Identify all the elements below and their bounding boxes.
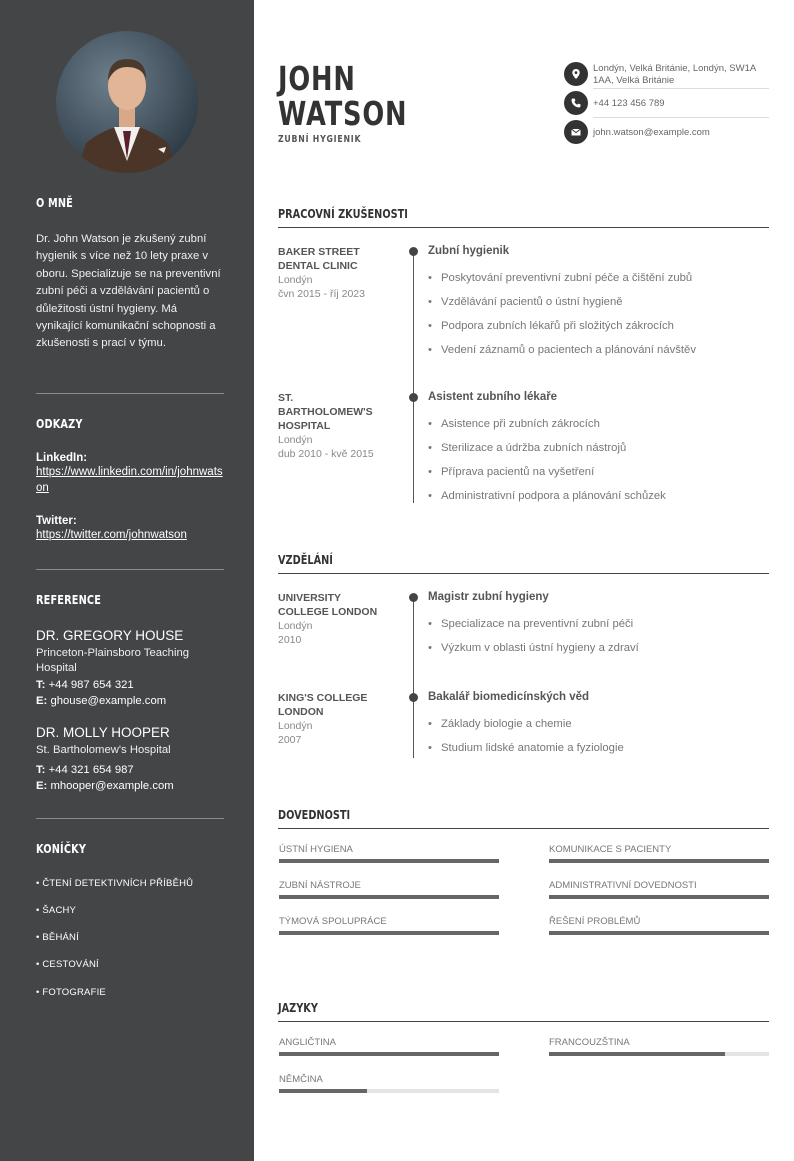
linkedin-url[interactable]: https://www.linkedin.com/in/johnwatson (36, 466, 223, 494)
skill-item (549, 880, 769, 899)
education-degree: Bakalář biomedicínských věd (428, 691, 590, 703)
skill-label: TÝMOVÁ SPOLUPRÁCE (279, 916, 387, 927)
org-dates: 2010 (278, 634, 302, 646)
skill-bar-fill (549, 895, 769, 899)
skill-label: ŘEŠENÍ PROBLÉMŮ (549, 916, 641, 927)
phone-value: +44 321 654 987 (48, 763, 134, 776)
hobby-item: • CESTOVÁNÍ (36, 959, 99, 970)
reference-org: Princeton-Plainsboro Teaching Hospital (36, 647, 190, 674)
reference-org: St. Bartholomew's Hospital (36, 744, 171, 756)
email-value: mhooper@example.com (50, 779, 174, 792)
skill-bar (279, 859, 499, 863)
skill-bar (279, 895, 499, 899)
phone-label: T: (36, 763, 46, 776)
section-rule (278, 573, 769, 574)
skill-item (279, 844, 499, 863)
section-rule (278, 227, 769, 228)
org-name: KING'S COLLEGE LONDON (278, 692, 368, 718)
contact-divider (593, 88, 769, 89)
skill-bar (549, 931, 769, 935)
skill-bar-fill (549, 931, 769, 935)
org-place: Londýn (278, 720, 313, 732)
list-item: • Specializace na preventivní zubní péči (428, 617, 639, 641)
location-pin-icon (564, 62, 588, 86)
email-icon (564, 120, 588, 144)
education-timeline (413, 598, 414, 758)
experience-timeline (413, 252, 414, 503)
language-label: NĚMČINA (279, 1074, 323, 1085)
about-text: Dr. John Watson je zkušený zubní hygienik s více než 10 lety praxe v oboru. Specializuje se na preventivní zubní péči a vzdělávání pacientů o důležitosti ústní hygieny. Má vynikající komunikační schopnosti a zkušenosti s prací v týmu. (36, 233, 221, 350)
sidebar-divider (36, 393, 224, 394)
experience-org (278, 245, 388, 302)
reference-email (36, 778, 224, 794)
phone-value: +44 987 654 321 (48, 679, 134, 691)
org-dates: dub 2010 - kvě 2015 (278, 448, 374, 460)
skill-label: KOMUNIKACE S PACIENTY (549, 844, 672, 855)
experience-bullets (428, 417, 666, 513)
skill-bar (549, 859, 769, 863)
timeline-dot (409, 247, 418, 256)
link-twitter (36, 515, 224, 543)
hobby-item: • ŠACHY (36, 905, 77, 916)
education-title: VZDĚLÁNÍ (278, 552, 333, 567)
education-org (278, 591, 388, 648)
education-bullets (428, 617, 639, 665)
reference-email (36, 693, 224, 709)
hobbies-title: KONÍČKY (36, 841, 87, 856)
list-item: • Vzdělávání pacientů o ústní hygieně (428, 295, 696, 319)
skills-title: DOVEDNOSTI (278, 807, 351, 822)
hobby-item: • BĚHÁNÍ (36, 932, 79, 943)
org-place: Londýn (278, 434, 313, 446)
experience-bullets (428, 271, 696, 367)
language-label: FRANCOUZŠTINA (549, 1037, 630, 1048)
education-org (278, 691, 388, 748)
profile-photo (56, 31, 198, 173)
experience-title: PRACOVNÍ ZKUŠENOSTI (278, 206, 408, 221)
reference-phone (36, 677, 224, 693)
phone-icon (564, 91, 588, 115)
skill-item (279, 916, 499, 935)
reference-name: DR. GREGORY HOUSE (36, 628, 184, 643)
language-bar (549, 1052, 769, 1056)
org-place: Londýn (278, 274, 313, 286)
org-dates: čvn 2015 - říj 2023 (278, 288, 365, 300)
list-item: • Sterilizace a údržba zubních nástrojů (428, 441, 666, 465)
timeline-dot (409, 393, 418, 402)
list-item: • Poskytování preventivní zubní péče a čištění zubů (428, 271, 696, 295)
skill-bar (549, 895, 769, 899)
skill-bar-fill (279, 859, 499, 863)
link-linkedin (36, 452, 224, 496)
reference-item (36, 725, 224, 794)
skill-item (549, 916, 769, 935)
language-item (279, 1037, 499, 1056)
language-bar (279, 1089, 499, 1093)
list-item: • Vedení záznamů o pacientech a plánování návštěv (428, 343, 696, 367)
links-title: ODKAZY (36, 416, 83, 431)
skill-bar-fill (549, 859, 769, 863)
experience-role: Zubní hygienik (428, 245, 510, 257)
org-name: ST. BARTHOLOMEW'S HOSPITAL (278, 392, 373, 432)
email-label: E: (36, 779, 48, 792)
sidebar (0, 0, 254, 1161)
list-item: • Podpora zubních lékařů při složitých zákrocích (428, 319, 696, 343)
twitter-url[interactable]: https://twitter.com/johnwatson (36, 529, 187, 541)
skill-bar (279, 931, 499, 935)
last-name: WATSON (278, 94, 408, 133)
phone-label: T: (36, 679, 46, 691)
link-label: LinkedIn: (36, 452, 88, 464)
timeline-dot (409, 593, 418, 602)
language-bar-fill (279, 1052, 499, 1056)
sidebar-divider (36, 569, 224, 570)
org-place: Londýn (278, 620, 313, 632)
list-item: • Administrativní podpora a plánování schůzek (428, 489, 666, 513)
skill-item (279, 880, 499, 899)
email-value: ghouse@example.com (50, 695, 167, 707)
languages-title: JAZYKY (278, 1000, 318, 1015)
list-item: • Příprava pacientů na vyšetření (428, 465, 666, 489)
skill-bar-fill (279, 931, 499, 935)
list-item: • Studium lidské anatomie a fyziologie (428, 741, 624, 765)
reference-phone (36, 762, 224, 778)
list-item: • Asistence při zubních zákrocích (428, 417, 666, 441)
org-name: BAKER STREET DENTAL CLINIC (278, 246, 360, 272)
contact-address: Londýn, Velká Británie, Londýn, SW1A 1AA, Velká Británie (593, 63, 756, 86)
first-name: JOHN (278, 59, 356, 98)
skill-label: ÚSTNÍ HYGIENA (279, 844, 353, 855)
language-bar-fill (279, 1089, 367, 1093)
language-bar-fill (549, 1052, 725, 1056)
experience-role: Asistent zubního lékaře (428, 391, 558, 403)
language-item (279, 1074, 499, 1093)
language-item (549, 1037, 769, 1056)
language-bar (279, 1052, 499, 1056)
contact-email: john.watson@example.com (593, 127, 710, 138)
skill-label: ADMINISTRATIVNÍ DOVEDNOSTI (549, 880, 697, 891)
contact-phone: +44 123 456 789 (593, 98, 665, 109)
skill-item (549, 844, 769, 863)
language-label: ANGLIČTINA (279, 1037, 337, 1048)
list-item: • Základy biologie a chemie (428, 717, 624, 741)
email-label: E: (36, 695, 48, 707)
about-title: O MNĚ (36, 195, 73, 210)
contact-divider (593, 117, 769, 118)
section-rule (278, 1021, 769, 1022)
education-bullets (428, 717, 624, 765)
sidebar-divider (36, 818, 224, 819)
reference-name: DR. MOLLY HOOPER (36, 725, 170, 740)
link-label: Twitter: (36, 515, 77, 527)
education-degree: Magistr zubní hygieny (428, 591, 549, 603)
hobby-item: • FOTOGRAFIE (36, 987, 106, 998)
experience-org (278, 391, 388, 462)
timeline-dot (409, 693, 418, 702)
org-name: UNIVERSITY COLLEGE LONDON (278, 592, 378, 618)
hobby-item: • ČTENÍ DETEKTIVNÍCH PŘÍBĚHŮ (36, 878, 194, 889)
list-item: • Výzkum v oblasti ústní hygieny a zdraví (428, 641, 639, 665)
section-rule (278, 828, 769, 829)
skill-bar-fill (279, 895, 499, 899)
reference-item (36, 628, 224, 709)
references-title: REFERENCE (36, 592, 102, 607)
org-dates: 2007 (278, 734, 302, 746)
job-title: ZUBNÍ HYGIENIK (278, 134, 362, 145)
skill-label: ZUBNÍ NÁSTROJE (279, 880, 361, 891)
